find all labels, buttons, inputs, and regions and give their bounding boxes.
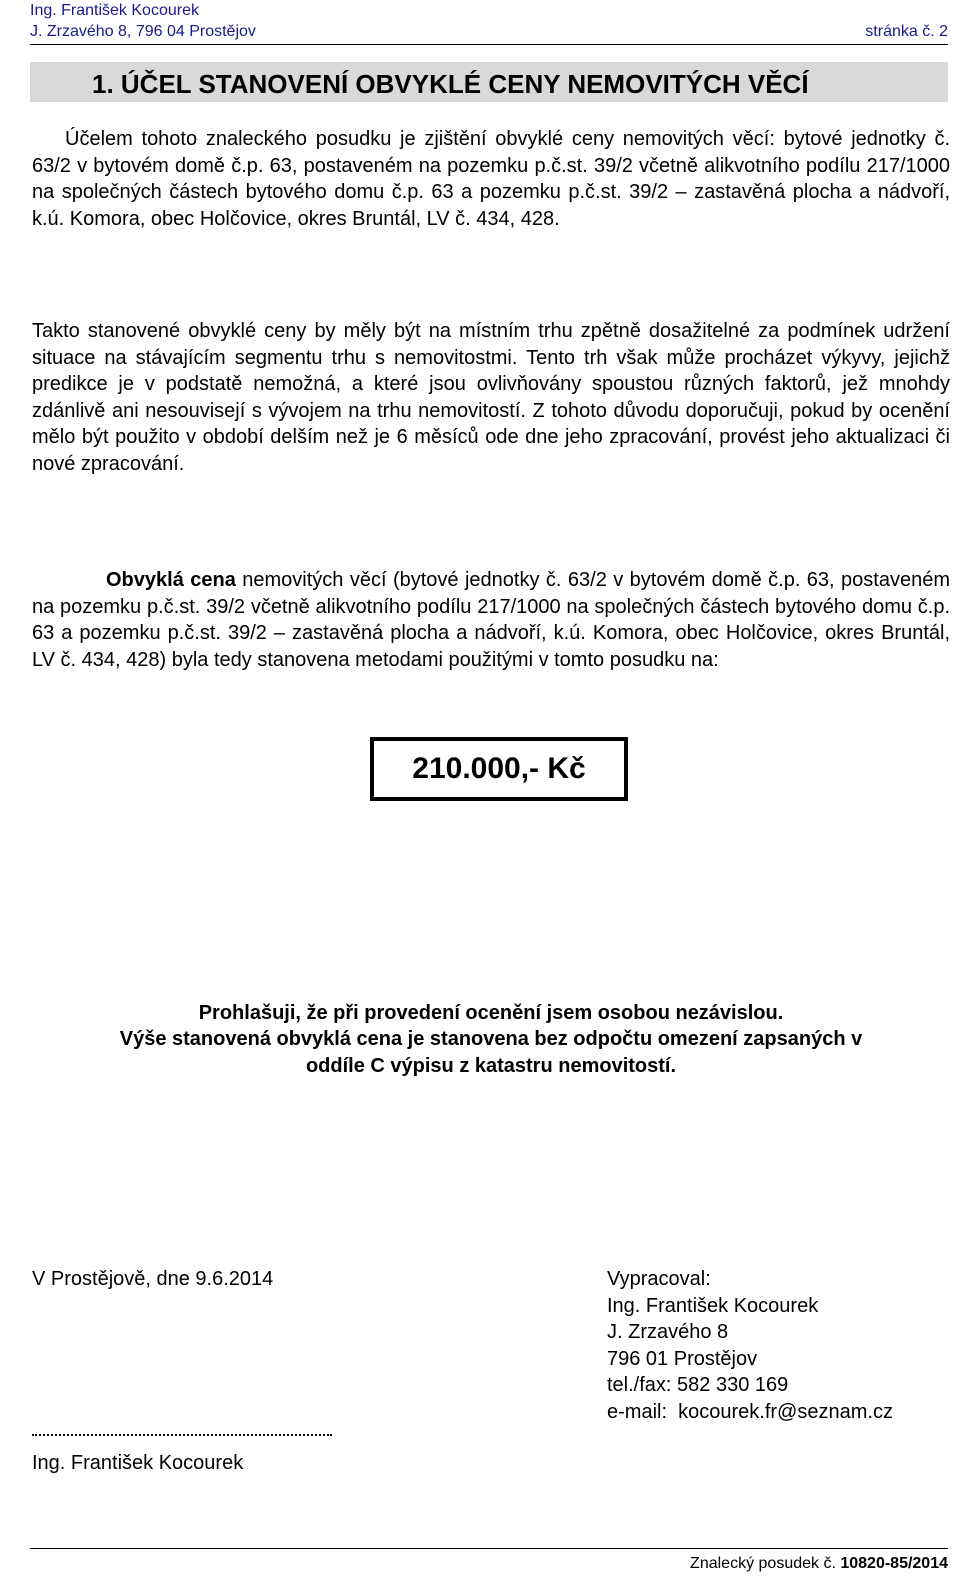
place-and-date: V Prostějově, dne 9.6.2014 xyxy=(32,1268,274,1290)
header-divider xyxy=(30,44,948,45)
price-value-box xyxy=(370,737,628,801)
footer-number: 10820-85/2014 xyxy=(840,1555,948,1572)
header-page-number: stránka č. 2 xyxy=(865,23,948,40)
price-lead-bold: Obvyklá cena xyxy=(106,569,236,591)
prepared-by-phone: tel./fax: 582 330 169 xyxy=(607,1374,789,1396)
price-value: 210.000,- Kč xyxy=(412,752,586,785)
signer-name: Ing. František Kocourek xyxy=(32,1452,244,1474)
prepared-by-email: e-mail: kocourek.fr@seznam.cz xyxy=(607,1400,893,1423)
footer-divider xyxy=(30,1548,948,1549)
prepared-by-name: Ing. František Kocourek xyxy=(607,1294,819,1317)
prepared-by-label: Vypracoval: xyxy=(607,1268,711,1290)
prepared-by-block xyxy=(607,1266,893,1425)
declaration-line-3: oddíle C výpisu z katastru nemovitostí. xyxy=(305,1055,677,1077)
prepared-by-city: 796 01 Prostějov xyxy=(607,1347,758,1370)
market-paragraph: Takto stanovené obvyklé ceny by měly být na místním trhu zpětně dosažitelné za podmínek udržení situace na stávajícím segmentu trhu s nemovitostmi. Tento trh však může procházet výkyvy, jejichž predikce je v podstatě nemožná, a které jsou ovlivňovány spoustou různých faktorů, jež mnohdy zdánlivě ani nesouvisejí s vývojem na trhu nemovitostí. Z tohoto důvodu doporučuji, pokud by ocenění mělo být použito v období delším než je 6 měsíců ode dne jeho zpracování, provést jeho aktualizaci či nové zpracování. xyxy=(32,320,950,475)
footer-report-number xyxy=(690,1554,948,1574)
section-title: 1. ÚČEL STANOVENÍ OBVYKLÉ CENY NEMOVITÝCH VĚCÍ xyxy=(92,69,809,99)
signature-line xyxy=(32,1434,332,1436)
declaration-line-2: Výše stanovená obvyklá cena je stanovena bez odpočtu omezení zapsaných v xyxy=(119,1028,863,1050)
price-statement-paragraph xyxy=(32,567,950,673)
prepared-by-street: J. Zrzavého 8 xyxy=(607,1321,729,1343)
purpose-text: Účelem tohoto znaleckého posudku je zjištění obvyklé ceny nemovitých věcí: bytové jednotky č. 63/2 v bytovém domě č.p. 63, postaveném na pozemku p.č.st. 39/2 včetně alikvotního podílu 217/1000 na společných částech bytového domu č.p. 63 a pozemku p.č.st. 39/2 – zastavěná plocha a nádvoří, k.ú. Komora, obec Holčovice, okres Bruntál, LV č. 434, 428. xyxy=(32,128,950,230)
footer-label: Znalecký posudek č. xyxy=(690,1555,841,1572)
header-author-name: Ing. František Kocourek xyxy=(30,2,199,19)
declaration-line-1: Prohlašuji, že při provedení ocenění jsem osobou nezávislou. xyxy=(198,1002,784,1024)
purpose-paragraph xyxy=(32,126,950,232)
price-lead-text: nemovitých věcí (bytové jednotky č. 63/2 v bytovém domě č.p. 63, postaveném na pozemku p.č.st. 39/2 včetně alikvotního podílu 217/1000 na společných částech bytového domu č.p. 63 a pozemku p.č.st. 39/2 – zastavěná plocha a nádvoří, k.ú. Komora, obec Holčovice, okres Bruntál, LV č. 434, 428) byla tedy stanovena metodami použitými v tomto posudku na: xyxy=(32,569,950,671)
header-author-address: J. Zrzavého 8, 796 04 Prostějov xyxy=(30,23,256,40)
